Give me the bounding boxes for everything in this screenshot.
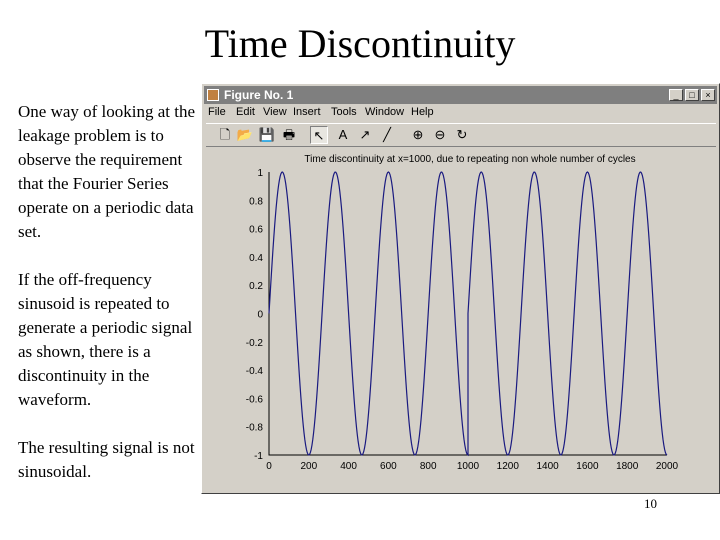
slide-title: Time Discontinuity xyxy=(204,21,516,66)
window-title: Figure No. 1 xyxy=(224,88,294,102)
x-tick-label: 400 xyxy=(340,461,357,472)
text-icon[interactable]: A xyxy=(338,127,348,142)
y-tick-label: 0.6 xyxy=(249,224,263,236)
x-tick-label: 2000 xyxy=(655,461,679,472)
figure-window[interactable] xyxy=(201,83,720,494)
y-tick-label: -0.6 xyxy=(245,394,263,406)
y-tick-label: -0.8 xyxy=(245,422,263,434)
x-tick-label: 1200 xyxy=(496,461,519,472)
zoom-out-icon[interactable]: ⊖ xyxy=(434,127,446,142)
y-tick-label: -0.2 xyxy=(245,337,263,349)
menu-help[interactable]: Help xyxy=(411,106,434,118)
y-tick-label: 0.2 xyxy=(249,281,263,293)
menu-window[interactable]: Window xyxy=(365,106,405,118)
maximize-button[interactable]: □ xyxy=(685,89,699,101)
menu-file[interactable]: File xyxy=(208,106,226,118)
x-tick-label: 1400 xyxy=(536,461,559,472)
y-tick-label: -0.4 xyxy=(245,366,263,378)
new-icon[interactable]: 🗋 xyxy=(219,127,231,142)
select-arrow-icon[interactable]: ↖ xyxy=(310,126,328,144)
page-number: 10 xyxy=(644,496,657,511)
paragraph-leakage: One way of looking at the leakage problem is to observe the requirement that the Fourier Series operate on a periodic data set. xyxy=(18,102,196,241)
menu-tools[interactable]: Tools xyxy=(331,106,357,118)
x-tick-label: 1800 xyxy=(616,461,639,472)
x-tick-label: 600 xyxy=(380,461,397,472)
menu-insert[interactable]: Insert xyxy=(293,106,321,118)
save-icon[interactable]: 💾 xyxy=(258,127,276,142)
open-icon[interactable]: 📂 xyxy=(236,127,254,142)
y-tick-label: 0 xyxy=(257,309,263,321)
minimize-button[interactable]: _ xyxy=(669,89,683,101)
y-tick-label: 1 xyxy=(257,168,263,179)
x-tick-label: 1000 xyxy=(456,461,480,472)
y-tick-label: -1 xyxy=(254,451,263,462)
paragraph-discontinuity: If the off-frequency sinusoid is repeated to generate a periodic signal as shown, there is a discontinuity in the waveform. xyxy=(18,270,193,409)
x-tick-label: 800 xyxy=(419,461,437,472)
y-tick-label: 0.4 xyxy=(249,252,263,264)
print-icon[interactable]: 🖶 xyxy=(282,127,296,142)
insert-arrow-icon[interactable]: ↗ xyxy=(359,127,371,142)
x-tick-label: 0 xyxy=(266,461,272,472)
menu-edit[interactable]: Edit xyxy=(236,106,255,118)
line-icon[interactable]: ╱ xyxy=(383,127,391,142)
x-tick-label: 200 xyxy=(300,461,318,472)
x-tick-label: 1600 xyxy=(576,461,599,472)
plot-area[interactable] xyxy=(202,84,719,493)
y-tick-label: 0.8 xyxy=(249,196,263,208)
zoom-in-icon[interactable]: ⊕ xyxy=(412,127,424,142)
rotate-icon[interactable]: ↻ xyxy=(456,127,468,142)
menu-view[interactable]: View xyxy=(263,106,287,118)
close-button[interactable]: × xyxy=(701,89,715,101)
chart-title: Time discontinuity at x=1000, due to repeating non whole number of cycles xyxy=(304,154,636,165)
paragraph-not-sinusoidal: The resulting signal is not sinusoidal. xyxy=(18,438,195,481)
